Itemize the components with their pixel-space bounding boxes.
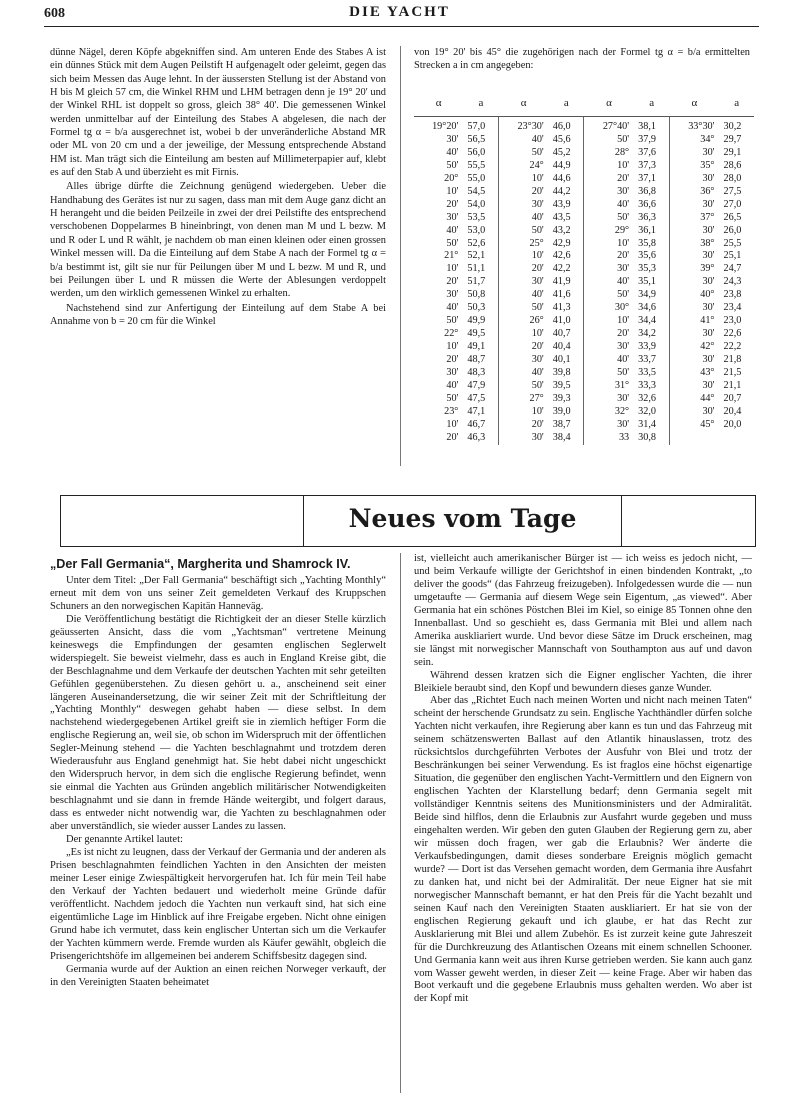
table-row — [414, 328, 754, 341]
paragraph: Die Veröffentlichung bestätigt die Richtigkeit der an dieser Stelle kürzlich geäusserten Ansicht, dass die vom „Yachtsman“ vertretene Meinung keineswegs die Empfindungen der gesamten englischen Seglerwelt widerspiegelt. Sie beweist vielmehr, dass es auch in England Kreise gibt, die der Beschlagnahme und dem Verkaufe der deutschen Yachten mit sehr geteilten Gefühlen gegenüberstehen. Zu diesen gehört u. a., anscheinend seit einer längeren Auseinandersetzung, die wir seiner Zeit mit der Schriftleitung der „Yachting Monthly“ deswegen gehabt haben — diese selbst. In dem nachstehend wiedergegebenen Artikel greift sie in ziemlich heftiger Form die englische Regierung an, weil sie, ob schon im Widerspruch mit der öffentlichen Segler-Meinung stehend — die Yachten beschlagnahmt und trotzdem deren Wiederausfuhr aus England genehmigt hat. Sie hebt dabei nicht ungeschickt den Widerspruch hervor, in dem sich die englische Regierung befindet, wenn sie einmal die Yachten aus Gründen angeblich militärischer Notwendigkeiten beschlagnahmt und sie dann in fremde Hände weitergibt, und folgert daraus, dass es entweder nicht notwendig war, die Yachten zu beschlagnahmen oder aber unverständlich, sie wieder ausser Landes zu lassen. — [50, 613, 386, 833]
table-row — [414, 199, 754, 212]
table-row — [414, 263, 754, 276]
table-cell-length: 32,6 — [634, 393, 669, 406]
table-cell-angle: 20' — [446, 431, 459, 443]
table-cell-length: 37,9 — [634, 134, 669, 147]
table-cell-length: 39,8 — [549, 367, 584, 380]
table-cell-angle: 30' — [702, 224, 715, 236]
table-row — [414, 134, 754, 147]
paragraph: Germania wurde auf der Auktion an einen reichen Norweger verkauft, der in den Vereinigten Staaten beheimatet — [50, 963, 386, 988]
table-cell-angle: 34° — [700, 133, 715, 145]
table-cell-angle: 40' — [531, 211, 544, 223]
table-cell-length: 51,1 — [463, 263, 498, 276]
table-row — [414, 341, 754, 354]
table-cell-length: 25,1 — [723, 250, 742, 262]
table-cell-length: 51,7 — [463, 276, 498, 289]
table-cell-length: 44,9 — [549, 160, 584, 173]
table-row — [414, 160, 754, 173]
table-cell-angle: 10' — [531, 250, 544, 262]
table-cell-angle: 30' — [617, 341, 630, 353]
table-cell-length: 27,5 — [723, 185, 742, 197]
table-cell-length: 43,5 — [549, 212, 584, 225]
table-cell-angle: 40' — [446, 380, 459, 392]
table-cell-angle: 33°30' — [688, 120, 715, 132]
table-cell-length: 38,7 — [549, 419, 584, 432]
table-cell-angle: 20' — [531, 263, 544, 275]
table-cell-angle: 20' — [617, 328, 630, 340]
table-cell-length: 24,7 — [723, 263, 742, 275]
top-left-column — [50, 46, 386, 328]
table-cell-length: 47,5 — [463, 393, 498, 406]
table-row — [414, 302, 754, 315]
table-cell-angle: 30' — [446, 211, 459, 223]
table-cell-length: 41,3 — [549, 302, 584, 315]
paragraph: ist, vielleicht auch amerikanischer Bürger ist — ich weiss es jedoch nicht, — und beim Verkaufe willigte der Gerichtshof in einen bindenden Kontrakt, „to deliver the goods“ (das Fahrzeug freizugeben). Infolgedessen wurde die — nun umgetaufte — Germania auf diesem Wege sein Eigentum, „as viewed“. Aber Germania hat ein schönes Pöstchen Blei im Kiel, so einige 85 Tonnen ohne den Innenballast. Und so geschieht es, dass Germania mit Blei und allem nach Amerika auskliariert wurde. Und bevor diese Sätze im Druck erscheinen, mag sie längst mit norwegischer Mannschaft von Southampton aus auf und davon sein. — [414, 553, 752, 668]
table-cell-angle: 30' — [702, 146, 715, 158]
table-cell-angle: 30' — [617, 418, 630, 430]
table-cell-angle: 50' — [531, 302, 544, 314]
table-header-length: a — [634, 97, 669, 116]
table-cell-angle: 30' — [702, 172, 715, 184]
table-cell-angle: 40' — [446, 146, 459, 158]
table-cell-length: 34,9 — [634, 289, 669, 302]
table-cell-length: 56,0 — [463, 147, 498, 160]
table-cell-angle: 30' — [702, 405, 715, 417]
page-number: 608 — [44, 6, 65, 21]
table-cell-angle: 10' — [617, 315, 630, 327]
table-cell-angle: 30' — [446, 289, 459, 301]
paragraph: Unter dem Titel: „Der Fall Germania“ beschäftigt sich „Yachting Monthly“ erneut mit dem von uns seiner Zeit gemeldeten Verkauf des Kruppschen Schuners an den norwegischen Kapitän Hanneväg. — [50, 574, 386, 612]
table-cell-length: 28,6 — [723, 159, 742, 171]
table-cell-angle: 20° — [444, 172, 459, 184]
table-cell-length: 49,5 — [463, 328, 498, 341]
table-cell-angle: 30° — [614, 302, 630, 314]
table-cell-angle: 42° — [700, 341, 715, 353]
table-cell-length: 39,3 — [549, 393, 584, 406]
table-cell-length: 23,0 — [723, 315, 742, 327]
table-row — [414, 186, 754, 199]
table-cell-angle: 41° — [700, 315, 715, 327]
table-cell-length: 21,8 — [723, 354, 742, 366]
table-header-angle: α — [499, 97, 549, 116]
table-cell-length: 46,7 — [463, 419, 498, 432]
table-cell-length: 45,2 — [549, 147, 584, 160]
table-cell-angle: 10' — [446, 263, 459, 275]
table-cell-angle: 28° — [614, 146, 630, 158]
table-header-length: a — [463, 97, 498, 116]
table-cell-length: 34,6 — [634, 302, 669, 315]
table-cell-angle: 40' — [531, 133, 544, 145]
table-cell-angle: 27°40' — [602, 120, 630, 132]
table-cell-angle: 30' — [702, 276, 715, 288]
table-cell-angle: 31° — [614, 380, 630, 392]
table-cell-angle: 30' — [617, 263, 630, 275]
table-row — [414, 116, 754, 133]
table-row — [414, 393, 754, 406]
table-cell-angle: 50' — [617, 367, 630, 379]
table-cell-length: 39,5 — [549, 380, 584, 393]
table-cell-angle: 27° — [529, 392, 544, 404]
table-cell-length: 42,2 — [549, 263, 584, 276]
table-header-length: a — [549, 97, 584, 116]
table-cell-length: 28,0 — [723, 172, 742, 184]
table-intro: von 19° 20' bis 45° die zugehörigen nach der Formel tg α = b/a ermittelten Strecken a in cm angegeben: — [414, 47, 750, 72]
table-cell-length: 32,0 — [634, 406, 669, 419]
table-header-angle: α — [669, 97, 719, 116]
paragraph: dünne Nägel, deren Köpfe abgekniffen sind. Am unteren Ende des Stabes A ist ein dünnes Stück mit dem Augen Peilstift H aufgenagelt oder geleimt, gegen das sich beim Messen das Auge lehnt. In der äussersten Stellung ist der Abstand von H bis M gleich 57 cm, die Winkel RHM und LHM betragen denn je 19° 20' und der Winkel RHL ist doppelt so gross, gleich 38° 40'. Die gemessenen Winkel werden unmittelbar auf der Einteilung des Stabes A abgelesen, die nach der Formel tg α = b/a ausgerechnet ist, wobei b der unveränderliche Abstand MR oder ML von 20 cm und a der jeweilige, der Messung entsprechende Abstand HM ist. Man trägt sich die Einteilung am besten auf Millimeterpapier auf, klebt es auf den Stab A und überzieht es mit Firnis. — [50, 47, 386, 179]
table-row — [414, 289, 754, 302]
table-cell-angle: 10' — [617, 237, 630, 249]
table-cell-length: 23,4 — [723, 302, 742, 314]
table-cell-angle: 30' — [702, 328, 715, 340]
table-row — [414, 147, 754, 160]
table-cell-length: 44,6 — [549, 173, 584, 186]
table-cell-angle: 50' — [617, 211, 630, 223]
table-cell-angle: 50' — [446, 237, 459, 249]
table-row — [414, 276, 754, 289]
table-cell-length: 49,9 — [463, 315, 498, 328]
table-row — [414, 315, 754, 328]
table-cell-length: 34,2 — [634, 328, 669, 341]
table-cell-angle: 20' — [531, 341, 544, 353]
table-cell-length: 22,2 — [723, 341, 742, 353]
table-cell-length: 43,9 — [549, 199, 584, 212]
table-cell-length: 41,9 — [549, 276, 584, 289]
paragraph: Aber das „Richtet Euch nach meinen Worten und nicht nach meinen Taten“ scheint der herschende Grundsatz zu sein. Englische Yachthändler dürfen solche Yachten nicht verkaufen, ihre Regierung aber kann es tun und das Fahrzeug mit seinem schätzenswerten Ballast auf den Atlantik hinauslassen, trotz des rücksichtslos durchgeführten Verbotes der Ausfuhr von Blei und trotz der Beschränkungen bei seiner Verwendung. Es ist fraglos eine höchst eigenartige Situation, die gegenüber den englischen Yacht-Vermittlern und den Eignern von englischen Yachten der Klarstellung bedarf; denn Germania segelt mit vollständiger Kenntnis seitens des Munitionsministers und der Admiralität. Beide sind hilflos, denn die Erlaubnis zur Ausfahrt wurde gegeben und muss eingehalten werden. Wir geben den guten Glauben der Regierung gern zu, aber wir müssen doch fragen, wer gab die Erlaubnis? Wer änderte die Verkaufsbedingungen, damit dieses sonderbare Ereignis möglich gemacht wurde? — Dort ist das Versehen gemacht worden, dem Germania ihre Ausfahrt zu danken hat, und nicht bei der Admiralität. Der neue Eigner hat sie mit norwegischer Mannschaft bemannt, er hat den Preis für die Yacht bezahlt und seinen Kauf nach den Vereinigten Staaten auskliariert. Er hat sie von der englischen Regierung gekauft und ich glaube, er hat das Recht zur Ausklarierung mit Blei und allem Zubehör. Es ist zurzeit keine gute Jahreszeit für die Durchkreuzung des Atlantischen Ozeans mit einem schnellen Schooner. Und Germania kann weit aus ihren Kurse getrieben werden. Sie kann auch ganz vom Wasser geweht werden, in dieser Zeit — keine Frage. Aber wir haben das Boot verkauft und die gegebene Erlaubnis muss gehalten werden. Wo aber ist der Kopf mit — [414, 695, 752, 1005]
table-row — [414, 238, 754, 251]
table-cell-angle: 36° — [700, 185, 715, 197]
table-cell-angle: 30' — [702, 354, 715, 366]
table-cell-angle: 10' — [446, 341, 459, 353]
table-cell-length: 47,1 — [463, 406, 498, 419]
table-header-length: a — [720, 97, 755, 116]
table-row — [414, 250, 754, 263]
table-cell-length: 35,8 — [634, 238, 669, 251]
column-divider — [400, 553, 401, 1093]
table-cell-length: 52,6 — [463, 238, 498, 251]
table-cell-length: 35,6 — [634, 250, 669, 263]
table-row — [414, 354, 754, 367]
table-cell-length: 38,4 — [549, 432, 584, 445]
table-cell-length: 21,5 — [723, 367, 742, 379]
table-row — [414, 173, 754, 186]
table-cell-length: 46,0 — [549, 116, 584, 133]
table-cell-length: 40,7 — [549, 328, 584, 341]
table-cell-angle: 50' — [531, 146, 544, 158]
table-cell-length: 35,1 — [634, 276, 669, 289]
table-cell-angle: 21° — [444, 250, 459, 262]
table-cell-angle: 37° — [700, 211, 715, 223]
paragraph: Alles übrige dürfte die Zeichnung genügend wiedergeben. Ueber die Handhabung des Gerätes ist nur zu sagen, dass man mit dem Auge ganz dicht an H herangeht und die beiden Peilzeile in zwei der drei Peilstifte des entsprechend verschobenen Doppelarmes B hineinbringt, von denen man M und L bezw. M und R oder L und R wählt, je nachdem ob man einen kleinen oder einen grossen Winkel messen will. Da die Einteilung auf dem Stabe A nach der Formel tg α = b/a bestimmt ist, gilt sie nur für Peilungen über M und L bezw. M und R, und bei Peilungen über L und R müssen die Werte der Ablesungen verdoppelt werden, um den wirklich gemessenen Winkel zu erhalten. — [50, 181, 386, 300]
table-cell-angle: 30' — [702, 380, 715, 392]
table-cell-length: 20,7 — [723, 392, 742, 404]
table-cell-angle: 50' — [617, 133, 630, 145]
table-cell-angle: 39° — [700, 263, 715, 275]
table-row — [414, 419, 754, 432]
table-cell-length: 40,4 — [549, 341, 584, 354]
table-cell-length: 36,6 — [634, 199, 669, 212]
table-cell-length: 26,0 — [723, 224, 742, 236]
paragraph: Der genannte Artikel lautet: — [66, 834, 183, 846]
table-cell-angle: 20' — [531, 185, 544, 197]
table-cell-length: 55,0 — [463, 173, 498, 186]
table-cell-length: 40,1 — [549, 354, 584, 367]
table-cell-angle: 30' — [446, 133, 459, 145]
paragraph: „Es ist nicht zu leugnen, dass der Verkauf der Germania und der anderen als Prisen beschlagnahmten feindlichen Yachten in den Ansichten der meisten meiner Leser einige Zwiespältigkeit hervorgerufen hat. Ich für mein Teil habe den Verkauf der Yachten bedauert und wiederholt meine Gründe dafür veröffentlicht. Nachdem jedoch die Yachten nun verkauft sind, hat sich eine eigentümliche Lage im Hinblick auf ihre Freigabe ergeben. Nicht ohne einigen Grund habe ich vermutet, dass kein englischer Untertan sich um die Verkaufer der Yachten kümmern werde. Fremde wurden als Käufer gewählt, obgleich die Prisengerichtshöfe im allgemeinen bei anderem Schiffsbesitz dagegen sind. — [50, 846, 386, 962]
table-cell-angle: 40' — [617, 276, 630, 288]
table-row — [414, 380, 754, 393]
table-cell-length: 24,3 — [723, 276, 742, 288]
table-cell-angle: 33 — [618, 431, 630, 443]
table-cell-angle: 40° — [700, 289, 715, 301]
table-cell-length: 49,1 — [463, 341, 498, 354]
table-cell-length: 34,4 — [634, 315, 669, 328]
table-cell-angle: 30' — [446, 367, 459, 379]
table-cell-angle: 10' — [531, 405, 544, 417]
table-cell-length: 42,9 — [549, 238, 584, 251]
table-cell-angle: 43° — [700, 367, 715, 379]
table-cell-length: 39,0 — [549, 406, 584, 419]
table-cell-angle: 20' — [446, 198, 459, 210]
table-cell-angle: 40' — [531, 367, 544, 379]
table-cell-angle: 26° — [529, 315, 544, 327]
table-cell-length: 37,3 — [634, 160, 669, 173]
table-cell-length: 48,3 — [463, 367, 498, 380]
table-cell-length: 42,6 — [549, 250, 584, 263]
table-cell-length: 53,0 — [463, 225, 498, 238]
table-cell-angle: 10' — [617, 159, 630, 171]
table-cell-angle: 45° — [700, 418, 715, 430]
table-cell-length: 26,5 — [723, 211, 742, 223]
table-cell-angle: 23° — [444, 405, 459, 417]
table-cell-angle: 30' — [531, 431, 544, 443]
table-cell-angle: 40' — [446, 224, 459, 236]
table-cell-angle: 30' — [531, 354, 544, 366]
table-cell-length: 30,2 — [723, 120, 742, 132]
table-cell-angle: 30' — [702, 250, 715, 262]
table-cell-angle: 50' — [531, 224, 544, 236]
article-right-column — [414, 553, 752, 1006]
table-cell-angle: 24° — [529, 159, 544, 171]
table-header-row — [414, 97, 754, 116]
article-left-column — [50, 558, 386, 989]
table-cell-angle: 20' — [446, 276, 459, 288]
table-cell-angle: 30' — [531, 198, 544, 210]
table-cell-length: 35,3 — [634, 263, 669, 276]
table-cell-length: 22,6 — [723, 328, 742, 340]
table-cell-length: 31,4 — [634, 419, 669, 432]
table-cell-length: 44,2 — [549, 186, 584, 199]
table-cell-length: 30,8 — [634, 432, 669, 445]
running-title: DIE YACHT — [349, 4, 450, 20]
table-row — [414, 406, 754, 419]
table-cell-length: 41,0 — [549, 315, 584, 328]
table-cell-angle: 50' — [446, 315, 459, 327]
angle-table — [414, 97, 754, 445]
table-cell-angle — [669, 432, 719, 445]
table-body — [414, 116, 754, 444]
table-cell-angle: 10' — [446, 418, 459, 430]
table-cell-angle: 38° — [700, 237, 715, 249]
table-cell-angle: 50' — [617, 289, 630, 301]
table-cell-angle: 22° — [444, 328, 459, 340]
table-row — [414, 432, 754, 445]
table-cell-length: 48,7 — [463, 354, 498, 367]
table-cell-angle: 50' — [446, 159, 459, 171]
section-banner — [60, 495, 756, 547]
table-cell-length: 57,0 — [463, 116, 498, 133]
table-cell-length: 36,8 — [634, 186, 669, 199]
table-cell-angle: 30' — [702, 302, 715, 314]
table-cell-length: 37,6 — [634, 147, 669, 160]
table-cell-length: 41,6 — [549, 289, 584, 302]
table-cell-angle: 30' — [617, 185, 630, 197]
table-cell-length: 38,1 — [634, 116, 669, 133]
table-cell-angle: 19°20' — [432, 120, 459, 132]
table-cell-length: 56,5 — [463, 134, 498, 147]
table-cell-angle: 20' — [446, 354, 459, 366]
table-cell-angle: 50' — [446, 392, 459, 404]
paragraph: Nachstehend sind zur Anfertigung der Einteilung auf dem Stabe A bei Annahme von b = 20 cm für die Winkel — [50, 302, 386, 327]
table-cell-length: 33,3 — [634, 380, 669, 393]
table-cell-length: 27,0 — [723, 198, 742, 210]
table-cell-length: 23,8 — [723, 289, 742, 301]
table-cell-angle: 40' — [617, 354, 630, 366]
table-cell-length: 53,5 — [463, 212, 498, 225]
table-cell-length: 47,9 — [463, 380, 498, 393]
table-cell-length — [720, 432, 755, 445]
table-cell-length: 33,5 — [634, 367, 669, 380]
table-cell-length: 50,8 — [463, 289, 498, 302]
table-cell-length: 45,6 — [549, 134, 584, 147]
table-cell-angle: 35° — [700, 159, 715, 171]
table-cell-length: 29,1 — [723, 146, 742, 158]
table-cell-angle: 29° — [614, 224, 630, 236]
table-cell-length: 29,7 — [723, 133, 742, 145]
table-cell-length: 20,0 — [723, 418, 742, 430]
table-cell-angle: 30' — [531, 276, 544, 288]
table-cell-length: 43,2 — [549, 225, 584, 238]
paragraph: Während dessen kratzen sich die Eigner englischer Yachten, die ihrer Bleikiele beraubt sind, den Kopf und bewundern dieses ganze Wunder. — [414, 669, 752, 694]
table-row — [414, 212, 754, 225]
table-header-angle: α — [414, 97, 463, 116]
table-cell-angle: 40' — [531, 289, 544, 301]
table-cell-length: 33,9 — [634, 341, 669, 354]
table-row — [414, 367, 754, 380]
table-cell-length: 25,5 — [723, 237, 742, 249]
table-cell-length: 36,1 — [634, 225, 669, 238]
table-cell-angle: 50' — [531, 380, 544, 392]
table-cell-angle: 10' — [531, 172, 544, 184]
table-cell-angle: 10' — [531, 328, 544, 340]
table-cell-angle: 20' — [617, 172, 630, 184]
table-cell-angle: 40' — [617, 198, 630, 210]
table-cell-length: 20,4 — [723, 405, 742, 417]
table-cell-angle: 20' — [617, 250, 630, 262]
table-cell-length: 52,1 — [463, 250, 498, 263]
table-cell-length: 54,5 — [463, 186, 498, 199]
table-cell-angle: 20' — [531, 418, 544, 430]
table-cell-angle: 23°30' — [517, 120, 544, 132]
table-cell-length: 33,7 — [634, 354, 669, 367]
table-cell-length: 37,1 — [634, 173, 669, 186]
table-cell-length: 36,3 — [634, 212, 669, 225]
table-cell-length: 54,0 — [463, 199, 498, 212]
table-cell-angle: 44° — [700, 392, 715, 404]
table-cell-angle: 30' — [702, 198, 715, 210]
table-cell-length: 55,5 — [463, 160, 498, 173]
section-title: Neues vom Tage — [348, 504, 577, 533]
table-cell-length: 46,3 — [463, 432, 498, 445]
header-rule — [44, 26, 759, 27]
table-cell-angle: 32° — [614, 405, 630, 417]
banner-divider — [621, 496, 622, 546]
article-headline: „Der Fall Germania“, Margherita und Shamrock IV. — [50, 557, 351, 571]
column-divider — [400, 46, 401, 466]
table-cell-angle: 40' — [446, 302, 459, 314]
table-cell-angle: 25° — [529, 237, 544, 249]
table-cell-angle: 10' — [446, 185, 459, 197]
table-header-angle: α — [584, 97, 634, 116]
table-cell-length: 21,1 — [723, 380, 742, 392]
table-row — [414, 225, 754, 238]
table-cell-length: 50,3 — [463, 302, 498, 315]
table-cell-angle: 30' — [617, 392, 630, 404]
